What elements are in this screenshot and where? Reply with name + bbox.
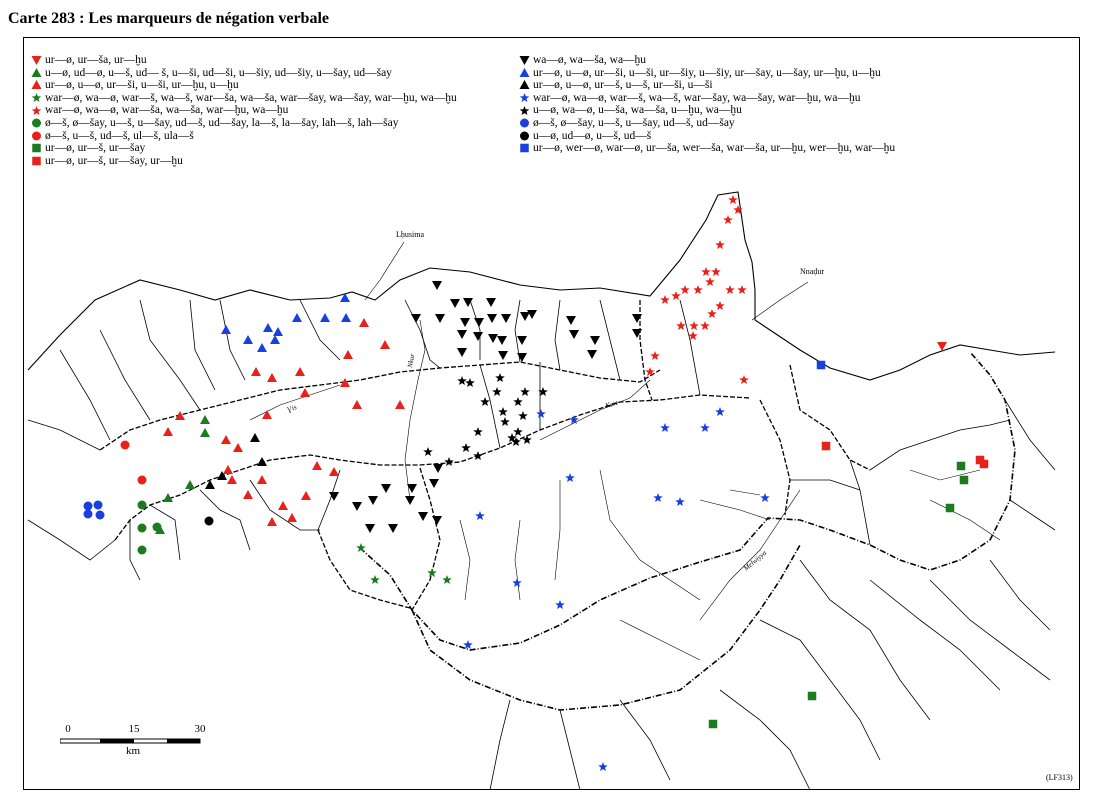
map-marker-red-triangle-up xyxy=(287,513,297,522)
map-marker-green-square xyxy=(957,462,966,471)
place-nnadur: Nnaḍur xyxy=(800,267,824,276)
map-marker-red-star xyxy=(715,301,725,310)
map-marker-black-triangle-down xyxy=(474,318,484,327)
map-marker-red-triangle-up xyxy=(395,400,405,409)
map-marker-red-star xyxy=(723,215,733,224)
map-marker-red-star xyxy=(693,285,703,294)
map-marker-red-star xyxy=(689,321,699,330)
map-marker-red-star xyxy=(705,277,715,286)
map-marker-black-star xyxy=(492,387,502,396)
legend-label: ur—ø, u—ø, ur—š, u—š, ur—ši, u—ši xyxy=(533,79,713,92)
map-marker-black-star xyxy=(522,435,532,444)
map-marker-blue-triangle-up xyxy=(273,327,283,336)
map-marker-black-triangle-down xyxy=(460,318,470,327)
river-ghis xyxy=(250,385,340,420)
boundary-inner-6 xyxy=(640,300,652,400)
legend-label: war—ø, wa—ø, war—š, wa—š, war—ša, wa—ša, war—šay, wa—šay, war—ḫu, wa—ḫu xyxy=(45,91,457,104)
map-marker-black-triangle-down xyxy=(498,351,508,360)
map-marker-black-triangle-down xyxy=(501,314,511,323)
map-marker-blue-triangle-up xyxy=(263,323,273,332)
map-marker-black-circle xyxy=(205,517,214,526)
map-marker-black-star xyxy=(520,387,530,396)
map-marker-black-triangle-down xyxy=(566,316,576,325)
map-marker-green-star xyxy=(427,568,437,577)
map-marker-red-triangle-up xyxy=(257,475,267,484)
map-marker-blue-circle xyxy=(84,510,93,519)
legend-label: ur—ø, u—ø, ur—ši, u—ši, ur—šiy, u—šiy, ur—šay, u—šay, ur—ḫu, u—ḫu xyxy=(533,66,881,79)
map-marker-red-star xyxy=(650,351,660,360)
map-marker-red-triangle-up xyxy=(343,350,353,359)
legend-label: wa—ø, wa—ša, wa—ḫu xyxy=(533,54,647,66)
map-marker-red-triangle-up xyxy=(233,443,243,452)
legend-label: ur—ø, wer—ø, war—ø, ur—ša, wer—ša, war—ša, ur—ḫu, wer—ḫu, war—ḫu xyxy=(533,142,896,155)
page-title: Carte 283 : Les marqueurs de négation verbale xyxy=(8,10,329,27)
map-marker-black-triangle-down xyxy=(486,298,496,307)
legend-label: u—ø, wa—ø, u—ša, wa—ša, u—ḫu, wa—ḫu xyxy=(533,104,742,117)
map-marker-blue-star xyxy=(700,423,710,432)
map-marker-black-star xyxy=(513,397,523,406)
map-marker-black-triangle-down xyxy=(473,332,483,341)
map-marker-red-star xyxy=(660,295,670,304)
map-marker-black-triangle-down xyxy=(450,299,460,308)
legend-label: ø—š, u—š, ud—š, ul—š, ula—š xyxy=(45,129,194,142)
map-marker-red-triangle-up xyxy=(312,461,322,470)
legend-label: u—ø, ud—ø, u—š, ud—š xyxy=(533,129,652,142)
map-marker-green-square xyxy=(709,720,718,729)
scale-tick-15: 15 xyxy=(128,723,140,735)
map-marker-blue-triangle-up xyxy=(221,325,231,334)
map-marker-red-star xyxy=(728,195,738,204)
map-marker-green-circle xyxy=(138,546,147,555)
map-marker-blue-star xyxy=(565,473,575,482)
map-marker-red-triangle-up xyxy=(251,367,261,376)
map-marker-black-star xyxy=(457,376,467,385)
map-marker-black-triangle-down xyxy=(411,314,421,323)
boundary-inner-1 xyxy=(100,362,660,450)
map-marker-red-circle xyxy=(121,441,130,450)
map-marker-black-star xyxy=(423,447,433,456)
map-marker-black-star xyxy=(465,378,475,387)
map-marker-black-triangle-up xyxy=(250,433,260,442)
map-marker-black-star xyxy=(473,427,483,436)
map-marker-black-triangle-down xyxy=(405,496,415,505)
map-marker-black-triangle-down xyxy=(517,353,527,362)
map-marker-green-star xyxy=(356,543,366,552)
map-lines xyxy=(28,192,1055,790)
map-marker-black-triangle-down xyxy=(435,314,445,323)
map-marker-blue-star xyxy=(760,493,770,502)
map-marker-red-triangle-up xyxy=(262,410,272,419)
map-marker-red-star xyxy=(680,285,690,294)
legend-label: ur—ø, u—ø, ur—ši, u—ši, ur—ḫu, u—ḫu xyxy=(45,79,239,92)
map-marker-red-triangle-up xyxy=(329,467,339,476)
map-marker-black-triangle-down xyxy=(457,330,467,339)
map-marker-green-circle xyxy=(153,523,162,532)
map-marker-black-triangle-down xyxy=(590,336,600,345)
map-marker-black-triangle-down xyxy=(488,334,498,343)
map-marker-black-triangle-down xyxy=(368,496,378,505)
map-marker-black-star xyxy=(498,407,508,416)
map-marker-black-triangle-down xyxy=(381,484,391,493)
map-marker-black-star xyxy=(513,427,523,436)
map-marker-red-triangle-up xyxy=(301,491,311,500)
river-label-nkur: Nkur xyxy=(406,353,417,369)
map-marker-green-star xyxy=(442,575,452,584)
map-marker-blue-star xyxy=(715,407,725,416)
map-marker-blue-triangle-up xyxy=(320,313,330,322)
map-marker-blue-circle xyxy=(84,502,93,511)
nnadur-pointer xyxy=(752,282,808,320)
map-marker-black-triangle-down xyxy=(487,314,497,323)
scale-seg-1 xyxy=(100,739,134,743)
boundary-melwiyya xyxy=(412,545,800,710)
map-marker-black-triangle-up xyxy=(205,480,215,489)
map-marker-red-star xyxy=(737,285,747,294)
map-marker-blue-triangle-up xyxy=(270,335,280,344)
map-marker-red-triangle-up xyxy=(163,427,173,436)
map-marker-black-star xyxy=(444,457,454,466)
map-marker-black-triangle-down xyxy=(432,281,442,290)
map-marker-green-square xyxy=(808,692,817,701)
map-marker-red-circle xyxy=(138,476,147,485)
map-marker-red-star xyxy=(715,240,725,249)
legend-label: ur—ø, ur—š, ur—šay xyxy=(45,142,146,155)
map-marker-blue-star xyxy=(660,423,670,432)
legend-label: u—ø, ud—ø, u—š, ud— š, u—ši, ud—ši, u—šiy, ud—šiy, u—šay, ud—šay xyxy=(45,66,392,79)
boundary-inner-5 xyxy=(412,468,440,610)
map-marker-black-triangle-down xyxy=(388,524,398,533)
commune-lines xyxy=(28,300,1055,790)
map-marker-black-triangle-down xyxy=(497,336,507,345)
map-marker-blue-circle xyxy=(94,501,103,510)
lhusima-pointer xyxy=(365,242,404,300)
map-marker-black-triangle-down xyxy=(352,502,362,511)
map-marker-red-triangle-up xyxy=(359,318,369,327)
legend-label: ø—š, ø—šay, u—š, u—šay, ud—š, ud—šay, la—š, la—šay, lah—š, lah—šay xyxy=(45,116,399,129)
map-marker-green-triangle-up xyxy=(200,415,210,424)
map-marker-black-triangle-up xyxy=(257,457,267,466)
map-marker-green-circle xyxy=(138,524,147,533)
map-marker-red-triangle-up xyxy=(380,340,390,349)
place-lhusima: Lḥusima xyxy=(396,230,424,239)
map-marker-green-square xyxy=(946,504,955,513)
map-marker-black-triangle-down xyxy=(457,348,467,357)
map-marker-red-triangle-up xyxy=(243,490,253,499)
map-marker-red-star xyxy=(739,375,749,384)
legend-label: war—ø, wa—ø, war—ša, wa—ša, war—ḫu, wa—ḫu xyxy=(45,104,289,117)
map-marker-blue-circle xyxy=(96,511,105,520)
map-marker-black-triangle-down xyxy=(517,336,527,345)
map-marker-black-star xyxy=(518,411,528,420)
scale-seg-2 xyxy=(167,739,200,743)
map-marker-black-triangle-down xyxy=(569,330,579,339)
map-marker-blue-star xyxy=(512,578,522,587)
legend-label: ur—ø, ur—š, ur—šay, ur—ḫu xyxy=(45,154,183,167)
map-marker-blue-star xyxy=(536,409,546,418)
scale-tick-30: 30 xyxy=(194,723,206,735)
map-marker-green-circle xyxy=(138,501,147,510)
map-marker-black-triangle-down xyxy=(433,464,443,473)
map-marker-blue-star xyxy=(598,762,608,771)
map-marker-black-star xyxy=(480,397,490,406)
map-marker-red-square xyxy=(980,460,989,469)
map-marker-red-triangle-up xyxy=(295,367,305,376)
map-reference: (LF313) xyxy=(1046,773,1073,782)
map-marker-blue-triangle-up xyxy=(243,335,253,344)
map-marker-green-star xyxy=(370,575,380,584)
river-label-melwiyya: Melwiyya xyxy=(742,548,769,573)
river-melwiyya xyxy=(700,490,800,620)
river-nkur xyxy=(405,320,425,500)
map-marker-red-star xyxy=(707,309,717,318)
markers-layer xyxy=(84,195,989,771)
map-marker-blue-star xyxy=(475,511,485,520)
map-marker-red-star xyxy=(700,321,710,330)
map-marker-blue-triangle-up xyxy=(292,313,302,322)
map-marker-red-triangle-up xyxy=(223,465,233,474)
map-marker-green-square xyxy=(960,476,969,485)
map-marker-black-triangle-down xyxy=(365,524,375,533)
map-marker-red-triangle-up xyxy=(221,435,231,444)
scale-tick-0: 0 xyxy=(65,723,71,735)
river-label-ghis: Ɣis xyxy=(285,403,298,414)
map-marker-red-star xyxy=(711,267,721,276)
map-marker-black-triangle-down xyxy=(418,512,428,521)
boundary-inner-3 xyxy=(790,365,870,470)
map-marker-red-triangle-up xyxy=(267,373,277,382)
map-marker-blue-star xyxy=(675,497,685,506)
map-marker-black-triangle-down xyxy=(520,312,530,321)
map-marker-red-triangle-up xyxy=(267,517,277,526)
map-marker-black-triangle-down xyxy=(429,479,439,488)
coastline xyxy=(28,192,1055,380)
map-marker-blue-triangle-up xyxy=(341,313,351,322)
map-marker-black-star xyxy=(473,451,483,460)
river-label-kert: Kert xyxy=(604,398,619,410)
legend-label: ur—ø, ur—ša, ur—ḫu xyxy=(45,54,147,66)
map-marker-red-star xyxy=(725,285,735,294)
map-marker-black-triangle-down xyxy=(432,516,442,525)
boundary-inner-4 xyxy=(318,530,410,608)
map-marker-red-star xyxy=(676,321,686,330)
map-marker-red-star xyxy=(671,291,681,300)
map-marker-black-triangle-down xyxy=(587,350,597,359)
map-marker-green-triangle-up xyxy=(185,480,195,489)
map-marker-green-triangle-up xyxy=(200,428,210,437)
legend-label: war—ø, wa—ø, war—š, wa—š, war—šay, wa—šay, war—ḫu, wa—ḫu xyxy=(533,91,861,104)
map-marker-black-star xyxy=(461,443,471,452)
boundary-outer xyxy=(360,352,1015,650)
map-marker-red-star xyxy=(701,267,711,276)
map-marker-black-star xyxy=(500,417,510,426)
map-marker-blue-star xyxy=(555,600,565,609)
map-marker-blue-triangle-up xyxy=(257,343,267,352)
map-marker-blue-square xyxy=(817,361,826,370)
map-marker-blue-star xyxy=(653,493,663,502)
map-marker-black-star xyxy=(495,373,505,382)
scale-unit: km xyxy=(126,745,141,757)
map-marker-red-triangle-up xyxy=(352,400,362,409)
map-marker-red-square xyxy=(822,442,831,451)
river-misc xyxy=(460,470,1000,660)
map-marker-red-triangle-up xyxy=(227,475,237,484)
map-marker-red-triangle-up xyxy=(278,501,288,510)
map-marker-red-triangle-up xyxy=(300,388,310,397)
legend-label: ø—š, ø—šay, u—š, u—šay, ud—š, ud—šay xyxy=(533,116,735,129)
